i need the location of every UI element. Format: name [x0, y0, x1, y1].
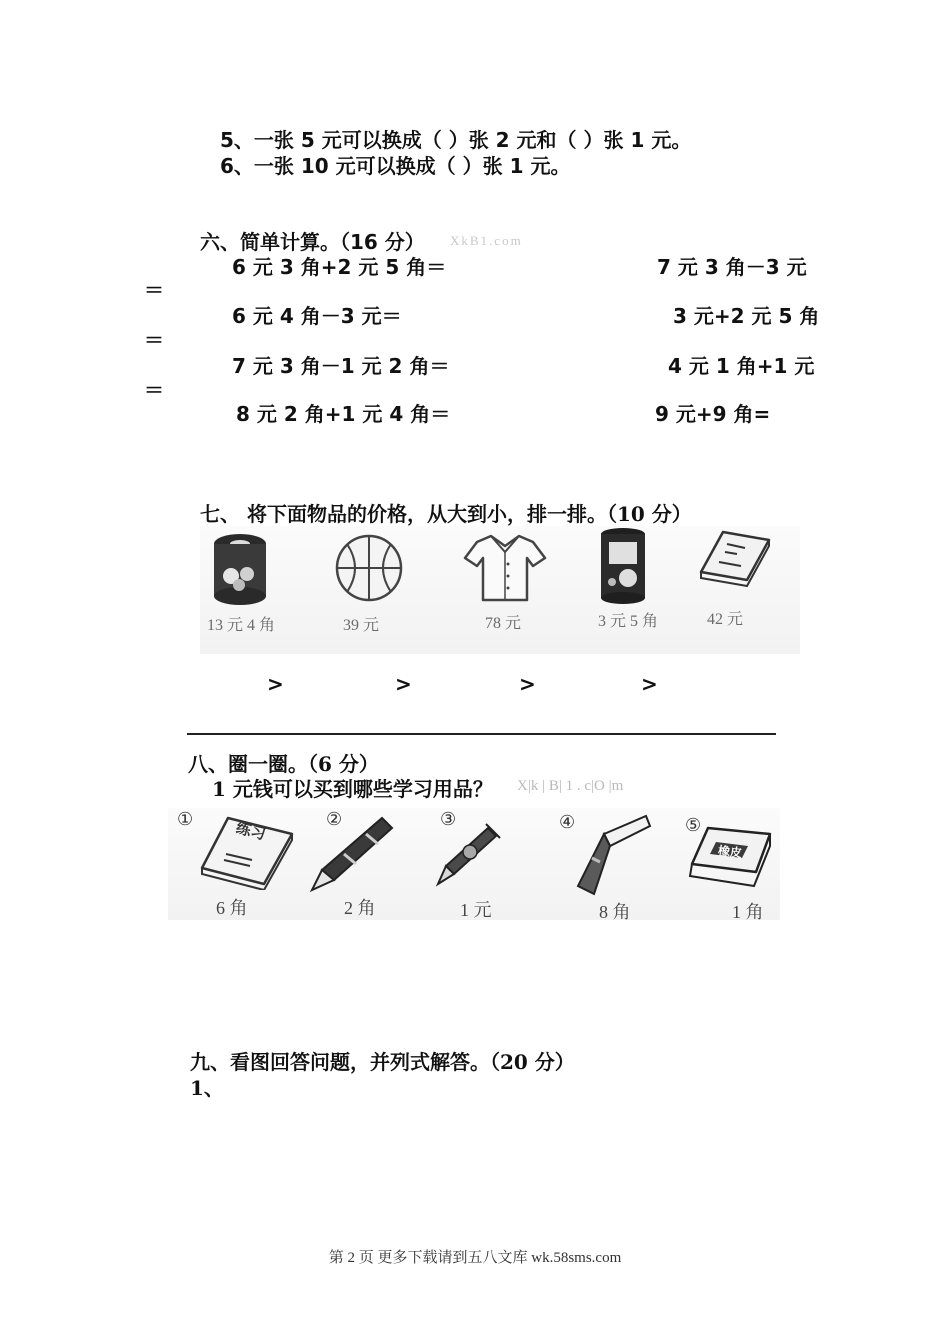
- calc-left-4: 8 元 2 角+1 元 4 角＝: [236, 402, 451, 426]
- pencil-pen-item: [430, 822, 502, 894]
- eraser-label: 橡皮: [717, 843, 743, 861]
- eraser-price: 1 角: [732, 902, 764, 922]
- greater-than-3: >: [519, 672, 536, 696]
- box-item: [697, 528, 773, 592]
- calc-left-2: 6 元 4 角－3 元＝: [232, 304, 402, 328]
- section-divider: [187, 733, 776, 735]
- section-6-title: 六、简单计算。（16 分）: [200, 230, 425, 254]
- number-4: ④: [559, 812, 576, 833]
- calc-right-2: 3 元+2 元 5 角: [673, 304, 820, 328]
- calc-right-4: 9 元+9 角=: [655, 402, 771, 426]
- basketball-item: [333, 532, 405, 608]
- box-icon: [697, 528, 773, 588]
- milk-powder-item: [596, 526, 650, 610]
- pen-price: 2 角: [344, 898, 376, 918]
- question-6: 6、一张 10 元可以换成（ ）张 1 元。: [220, 154, 571, 178]
- exercise-book-price: 6 角: [216, 898, 248, 918]
- pencil-sharpener-item: [570, 812, 654, 902]
- pencil-pen-price: 1 元: [460, 900, 492, 920]
- greater-than-4: >: [641, 672, 658, 696]
- section-9-sub: 1、: [190, 1076, 224, 1100]
- milk-powder-icon: [596, 526, 650, 606]
- pen-icon: [304, 814, 396, 894]
- canned-food-price: 13 元 4 角: [207, 617, 276, 634]
- shirt-price: 78 元: [485, 615, 522, 632]
- calc-right-3-eq: ＝: [144, 378, 164, 402]
- calc-right-2-eq: ＝: [144, 328, 164, 352]
- shirt-item: [463, 530, 547, 610]
- page-footer: 第 2 页 更多下载请到五八文库 wk.58sms.com: [328, 1250, 622, 1266]
- greater-than-1: >: [267, 672, 284, 696]
- calc-left-3: 7 元 3 角－1 元 2 角＝: [232, 354, 450, 378]
- calc-right-1: 7 元 3 角－3 元: [657, 255, 807, 279]
- number-3: ③: [440, 809, 457, 830]
- shirt-icon: [463, 530, 547, 606]
- calc-left-1: 6 元 3 角+2 元 5 角＝: [232, 255, 447, 279]
- number-5: ⑤: [685, 815, 702, 836]
- pencil-sharpener-price: 8 角: [599, 902, 631, 922]
- milk-powder-price: 3 元 5 角: [598, 613, 659, 630]
- section-8-title: 八、圈一圈。（6 分）: [188, 752, 379, 776]
- calc-right-3: 4 元 1 角+1 元: [668, 354, 815, 378]
- basketball-icon: [333, 532, 405, 604]
- watermark-2: X|k | B| 1 . c|O |m: [517, 778, 624, 794]
- number-1: ①: [177, 809, 194, 830]
- section-9-title: 九、看图回答问题，并列式解答。（20 分）: [190, 1050, 575, 1074]
- pen-item: [304, 814, 396, 898]
- section-7-title: 七、 将下面物品的价格，从大到小，排一排。（10 分）: [200, 502, 692, 526]
- basketball-price: 39 元: [343, 617, 380, 634]
- canned-food-item: [205, 530, 275, 612]
- number-2: ②: [326, 809, 343, 830]
- pencil-sharpener-icon: [570, 812, 654, 898]
- greater-than-2: >: [395, 672, 412, 696]
- question-5: 5、一张 5 元可以换成（ ）张 2 元和（ ）张 1 元。: [220, 128, 692, 152]
- calc-right-1-eq: ＝: [144, 278, 164, 302]
- section-8-question: 1 元钱可以买到哪些学习用品？: [212, 777, 493, 801]
- exercise-book-label: 练习: [234, 818, 268, 844]
- box-price: 42 元: [707, 611, 744, 628]
- pencil-pen-icon: [430, 822, 502, 890]
- watermark: XkB1.com: [450, 233, 523, 248]
- canned-food-icon: [205, 530, 275, 608]
